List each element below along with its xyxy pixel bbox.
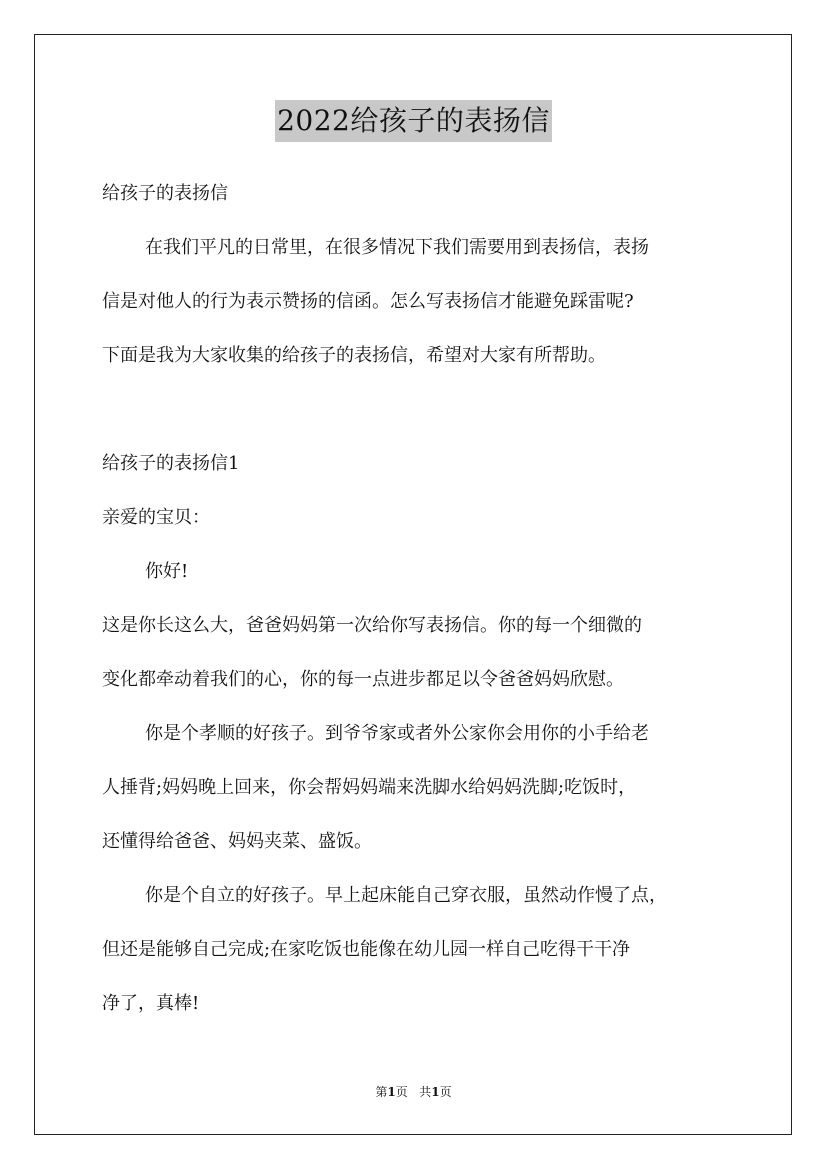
footer-mid: 页 共	[395, 1085, 432, 1099]
paragraph-line: 人捶背;妈妈晚上回来，你会帮妈妈端来洗脚水给妈妈洗脚;吃饭时，	[102, 777, 637, 798]
total-page-number: 1	[431, 1085, 440, 1099]
paragraph-line: 净了，真棒!	[102, 993, 200, 1014]
section-heading: 给孩子的表扬信1	[102, 453, 240, 474]
intro-line: 下面是我为大家收集的给孩子的表扬信，希望对大家有所帮助。	[102, 345, 606, 366]
paragraph-line: 变化都牵动着我们的心，你的每一点进步都足以令爸爸妈妈欣慰。	[102, 669, 624, 690]
salutation: 亲爱的宝贝：	[102, 507, 210, 528]
paragraph-line: 这是你长这么大，爸爸妈妈第一次给你写表扬信。你的每一个细微的	[102, 615, 642, 636]
footer-suffix: 页	[439, 1085, 452, 1099]
current-page-number: 1	[387, 1085, 396, 1099]
paragraph-line: 但还是能够自己完成;在家吃饭也能像在幼儿园一样自己吃得干干净	[102, 939, 631, 960]
paragraph-line: 你是个孝顺的好孩子。到爷爷家或者外公家你会用你的小手给老	[145, 723, 649, 744]
greeting: 你好!	[145, 561, 189, 582]
page-footer	[0, 1083, 827, 1100]
intro-line: 在我们平凡的日常里，在很多情况下我们需要用到表扬信，表扬	[145, 237, 649, 258]
paragraph-line: 你是个自立的好孩子。早上起床能自己穿衣服，虽然动作慢了点，	[145, 885, 667, 906]
subtitle: 给孩子的表扬信	[102, 183, 228, 204]
footer-prefix: 第	[375, 1085, 388, 1099]
intro-line: 信是对他人的行为表示赞扬的信函。怎么写表扬信才能避免踩雷呢?	[102, 291, 634, 312]
title-container	[0, 100, 827, 142]
document-title: 2022给孩子的表扬信	[275, 100, 552, 142]
paragraph-line: 还懂得给爸爸、妈妈夹菜、盛饭。	[102, 831, 372, 852]
